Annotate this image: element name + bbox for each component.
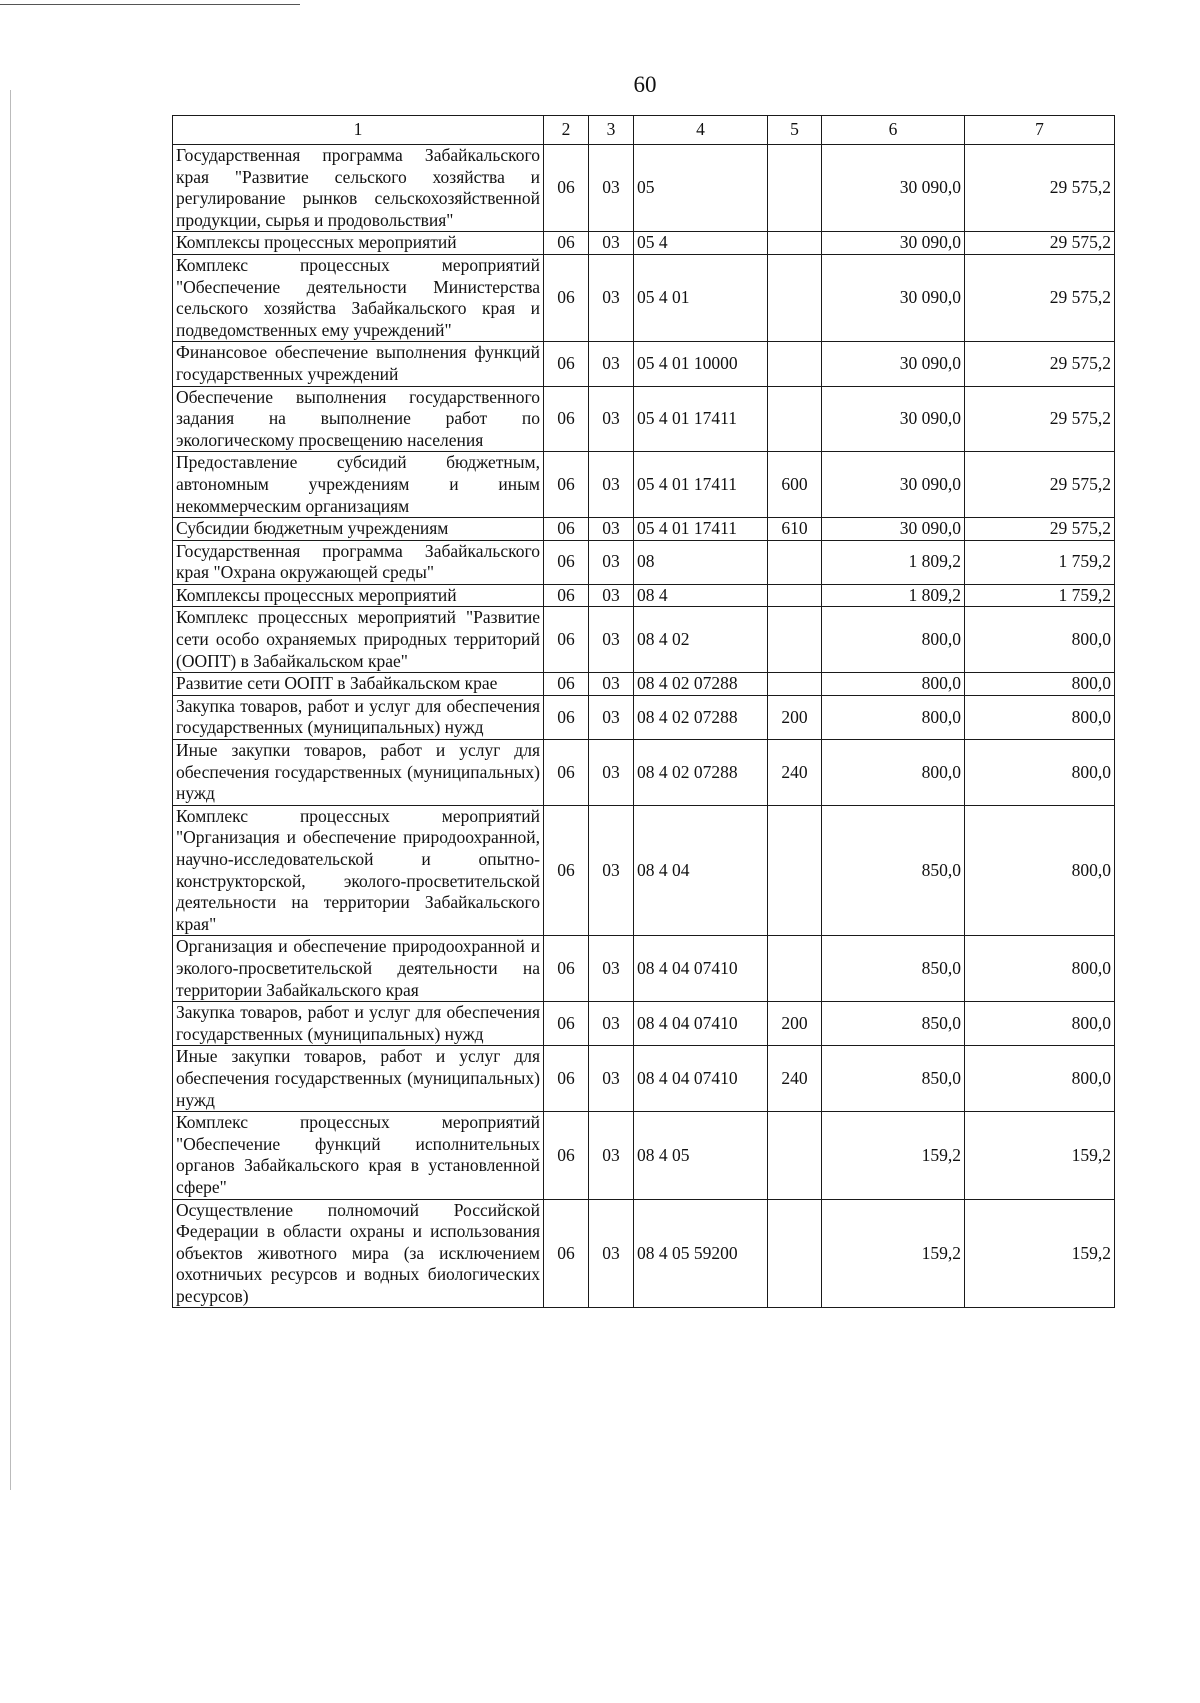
cell-expense-type	[768, 1199, 822, 1308]
cell-name: Организация и обеспечение природоохранной и эколого-просветительской деятельности на территории Забайкальского края	[173, 936, 544, 1002]
cell-section: 06	[544, 607, 589, 673]
cell-amount-2: 800,0	[965, 740, 1115, 806]
cell-name: Осуществление полномочий Российской Федерации в области охраны и использования объектов животного мира (за исключением охотничьих ресурсов и водных биологических ресурсов)	[173, 1199, 544, 1308]
table-row	[173, 342, 1115, 386]
cell-expense-type: 610	[768, 518, 822, 541]
cell-section: 06	[544, 342, 589, 386]
cell-subsection: 03	[589, 936, 634, 1002]
cell-target-code: 08 4	[634, 584, 768, 607]
cell-amount-1: 159,2	[822, 1199, 965, 1308]
header-row	[173, 116, 1115, 145]
header-col-1: 1	[173, 116, 544, 145]
cell-name: Комплексы процессных мероприятий	[173, 584, 544, 607]
cell-subsection: 03	[589, 607, 634, 673]
cell-expense-type	[768, 540, 822, 584]
cell-name: Комплекс процессных мероприятий "Организация и обеспечение природоохранной, научно-исследовательской и опытно-конструкторской, эколого-просветительской деятельности на территории Забайкальского края"	[173, 805, 544, 936]
cell-amount-2: 29 575,2	[965, 232, 1115, 255]
cell-expense-type: 240	[768, 740, 822, 806]
cell-section: 06	[544, 1002, 589, 1046]
cell-name: Комплекс процессных мероприятий "Развитие сети особо охраняемых природных территорий (ООПТ) в Забайкальском крае"	[173, 607, 544, 673]
cell-expense-type	[768, 254, 822, 341]
header-col-5: 5	[768, 116, 822, 145]
cell-section: 06	[544, 386, 589, 452]
cell-name: Комплексы процессных мероприятий	[173, 232, 544, 255]
cell-amount-1: 1 809,2	[822, 584, 965, 607]
cell-amount-2: 29 575,2	[965, 452, 1115, 518]
cell-subsection: 03	[589, 232, 634, 255]
cell-target-code: 08 4 04 07410	[634, 1002, 768, 1046]
cell-target-code: 05 4 01 10000	[634, 342, 768, 386]
cell-section: 06	[544, 1112, 589, 1199]
cell-target-code: 05	[634, 145, 768, 232]
cell-subsection: 03	[589, 695, 634, 739]
cell-amount-2: 1 759,2	[965, 540, 1115, 584]
table-row	[173, 740, 1115, 806]
cell-amount-1: 30 090,0	[822, 145, 965, 232]
cell-amount-1: 30 090,0	[822, 452, 965, 518]
cell-subsection: 03	[589, 1002, 634, 1046]
cell-amount-2: 159,2	[965, 1112, 1115, 1199]
cell-section: 06	[544, 254, 589, 341]
table-row	[173, 540, 1115, 584]
cell-section: 06	[544, 805, 589, 936]
cell-name: Иные закупки товаров, работ и услуг для обеспечения государственных (муниципальных) нужд	[173, 1046, 544, 1112]
cell-section: 06	[544, 936, 589, 1002]
cell-section: 06	[544, 145, 589, 232]
table-row	[173, 805, 1115, 936]
table-row	[173, 232, 1115, 255]
cell-target-code: 05 4 01 17411	[634, 386, 768, 452]
cell-amount-1: 800,0	[822, 740, 965, 806]
table-row	[173, 386, 1115, 452]
cell-target-code: 08 4 04	[634, 805, 768, 936]
cell-amount-1: 850,0	[822, 805, 965, 936]
cell-subsection: 03	[589, 342, 634, 386]
cell-amount-1: 800,0	[822, 607, 965, 673]
cell-target-code: 05 4	[634, 232, 768, 255]
cell-expense-type	[768, 342, 822, 386]
table-row	[173, 1002, 1115, 1046]
cell-expense-type: 240	[768, 1046, 822, 1112]
cell-expense-type: 200	[768, 695, 822, 739]
cell-subsection: 03	[589, 1112, 634, 1199]
cell-expense-type	[768, 936, 822, 1002]
cell-subsection: 03	[589, 584, 634, 607]
cell-subsection: 03	[589, 145, 634, 232]
cell-target-code: 08 4 02 07288	[634, 740, 768, 806]
cell-section: 06	[544, 740, 589, 806]
cell-amount-1: 30 090,0	[822, 518, 965, 541]
cell-name: Иные закупки товаров, работ и услуг для обеспечения государственных (муниципальных) нужд	[173, 740, 544, 806]
cell-amount-1: 800,0	[822, 673, 965, 696]
table-row	[173, 518, 1115, 541]
header-col-3: 3	[589, 116, 634, 145]
cell-name: Государственная программа Забайкальского края "Охрана окружающей среды"	[173, 540, 544, 584]
cell-amount-1: 159,2	[822, 1112, 965, 1199]
cell-section: 06	[544, 540, 589, 584]
cell-amount-2: 800,0	[965, 607, 1115, 673]
cell-subsection: 03	[589, 673, 634, 696]
table-row	[173, 254, 1115, 341]
cell-section: 06	[544, 1046, 589, 1112]
cell-expense-type	[768, 145, 822, 232]
cell-subsection: 03	[589, 1046, 634, 1112]
cell-name: Закупка товаров, работ и услуг для обеспечения государственных (муниципальных) нужд	[173, 695, 544, 739]
cell-name: Развитие сети ООПТ в Забайкальском крае	[173, 673, 544, 696]
cell-amount-2: 29 575,2	[965, 254, 1115, 341]
scan-edge-left	[10, 90, 11, 1490]
table-row	[173, 584, 1115, 607]
header-col-4: 4	[634, 116, 768, 145]
cell-amount-2: 800,0	[965, 805, 1115, 936]
cell-expense-type	[768, 386, 822, 452]
cell-expense-type: 200	[768, 1002, 822, 1046]
table-row	[173, 1046, 1115, 1112]
cell-amount-2: 800,0	[965, 695, 1115, 739]
cell-target-code: 08	[634, 540, 768, 584]
cell-target-code: 08 4 05	[634, 1112, 768, 1199]
table-row	[173, 1112, 1115, 1199]
cell-subsection: 03	[589, 540, 634, 584]
cell-subsection: 03	[589, 254, 634, 341]
cell-amount-1: 30 090,0	[822, 254, 965, 341]
cell-target-code: 08 4 04 07410	[634, 1046, 768, 1112]
cell-amount-2: 159,2	[965, 1199, 1115, 1308]
header-col-7: 7	[965, 116, 1115, 145]
cell-amount-1: 30 090,0	[822, 342, 965, 386]
cell-amount-2: 800,0	[965, 673, 1115, 696]
cell-name: Комплекс процессных мероприятий "Обеспечение функций исполнительных органов Забайкальского края в установленной сфере"	[173, 1112, 544, 1199]
cell-target-code: 08 4 04 07410	[634, 936, 768, 1002]
cell-expense-type: 600	[768, 452, 822, 518]
table-row	[173, 607, 1115, 673]
cell-name: Финансовое обеспечение выполнения функций государственных учреждений	[173, 342, 544, 386]
cell-amount-1: 30 090,0	[822, 386, 965, 452]
cell-expense-type	[768, 1112, 822, 1199]
cell-expense-type	[768, 607, 822, 673]
cell-section: 06	[544, 518, 589, 541]
cell-amount-2: 29 575,2	[965, 145, 1115, 232]
table-row	[173, 695, 1115, 739]
cell-amount-2: 29 575,2	[965, 386, 1115, 452]
table-row	[173, 1199, 1115, 1308]
cell-section: 06	[544, 1199, 589, 1308]
table-row	[173, 145, 1115, 232]
cell-expense-type	[768, 673, 822, 696]
cell-amount-1: 850,0	[822, 936, 965, 1002]
cell-amount-2: 800,0	[965, 936, 1115, 1002]
cell-name: Обеспечение выполнения государственного задания на выполнение работ по экологическому просвещению населения	[173, 386, 544, 452]
cell-name: Предоставление субсидий бюджетным, автономным учреждениям и иным некоммерческим организациям	[173, 452, 544, 518]
cell-name: Комплекс процессных мероприятий "Обеспечение деятельности Министерства сельского хозяйства Забайкальского края и подведомственных ему учреждений"	[173, 254, 544, 341]
table-row	[173, 673, 1115, 696]
cell-section: 06	[544, 232, 589, 255]
cell-subsection: 03	[589, 740, 634, 806]
cell-subsection: 03	[589, 452, 634, 518]
cell-expense-type	[768, 232, 822, 255]
cell-subsection: 03	[589, 805, 634, 936]
cell-name: Государственная программа Забайкальского края "Развитие сельского хозяйства и регулирование рынков сельскохозяйственной продукции, сырья и продовольствия"	[173, 145, 544, 232]
cell-amount-2: 1 759,2	[965, 584, 1115, 607]
cell-amount-1: 30 090,0	[822, 232, 965, 255]
cell-subsection: 03	[589, 386, 634, 452]
scan-edge-top	[0, 4, 300, 5]
cell-target-code: 08 4 02 07288	[634, 673, 768, 696]
cell-amount-1: 1 809,2	[822, 540, 965, 584]
cell-section: 06	[544, 584, 589, 607]
cell-name: Субсидии бюджетным учреждениям	[173, 518, 544, 541]
cell-subsection: 03	[589, 518, 634, 541]
cell-amount-2: 29 575,2	[965, 518, 1115, 541]
cell-amount-1: 850,0	[822, 1002, 965, 1046]
cell-section: 06	[544, 673, 589, 696]
cell-target-code: 08 4 02	[634, 607, 768, 673]
header-col-2: 2	[544, 116, 589, 145]
cell-amount-1: 800,0	[822, 695, 965, 739]
cell-section: 06	[544, 695, 589, 739]
budget-table	[172, 115, 1115, 1308]
page-number: 60	[633, 72, 657, 97]
table-row	[173, 452, 1115, 518]
cell-target-code: 05 4 01 17411	[634, 452, 768, 518]
cell-subsection: 03	[589, 1199, 634, 1308]
cell-target-code: 08 4 02 07288	[634, 695, 768, 739]
cell-section: 06	[544, 452, 589, 518]
table-row	[173, 936, 1115, 1002]
cell-amount-1: 850,0	[822, 1046, 965, 1112]
cell-amount-2: 800,0	[965, 1002, 1115, 1046]
cell-amount-2: 29 575,2	[965, 342, 1115, 386]
cell-amount-2: 800,0	[965, 1046, 1115, 1112]
cell-target-code: 08 4 05 59200	[634, 1199, 768, 1308]
cell-target-code: 05 4 01	[634, 254, 768, 341]
header-col-6: 6	[822, 116, 965, 145]
cell-expense-type	[768, 805, 822, 936]
cell-expense-type	[768, 584, 822, 607]
cell-target-code: 05 4 01 17411	[634, 518, 768, 541]
cell-name: Закупка товаров, работ и услуг для обеспечения государственных (муниципальных) нужд	[173, 1002, 544, 1046]
